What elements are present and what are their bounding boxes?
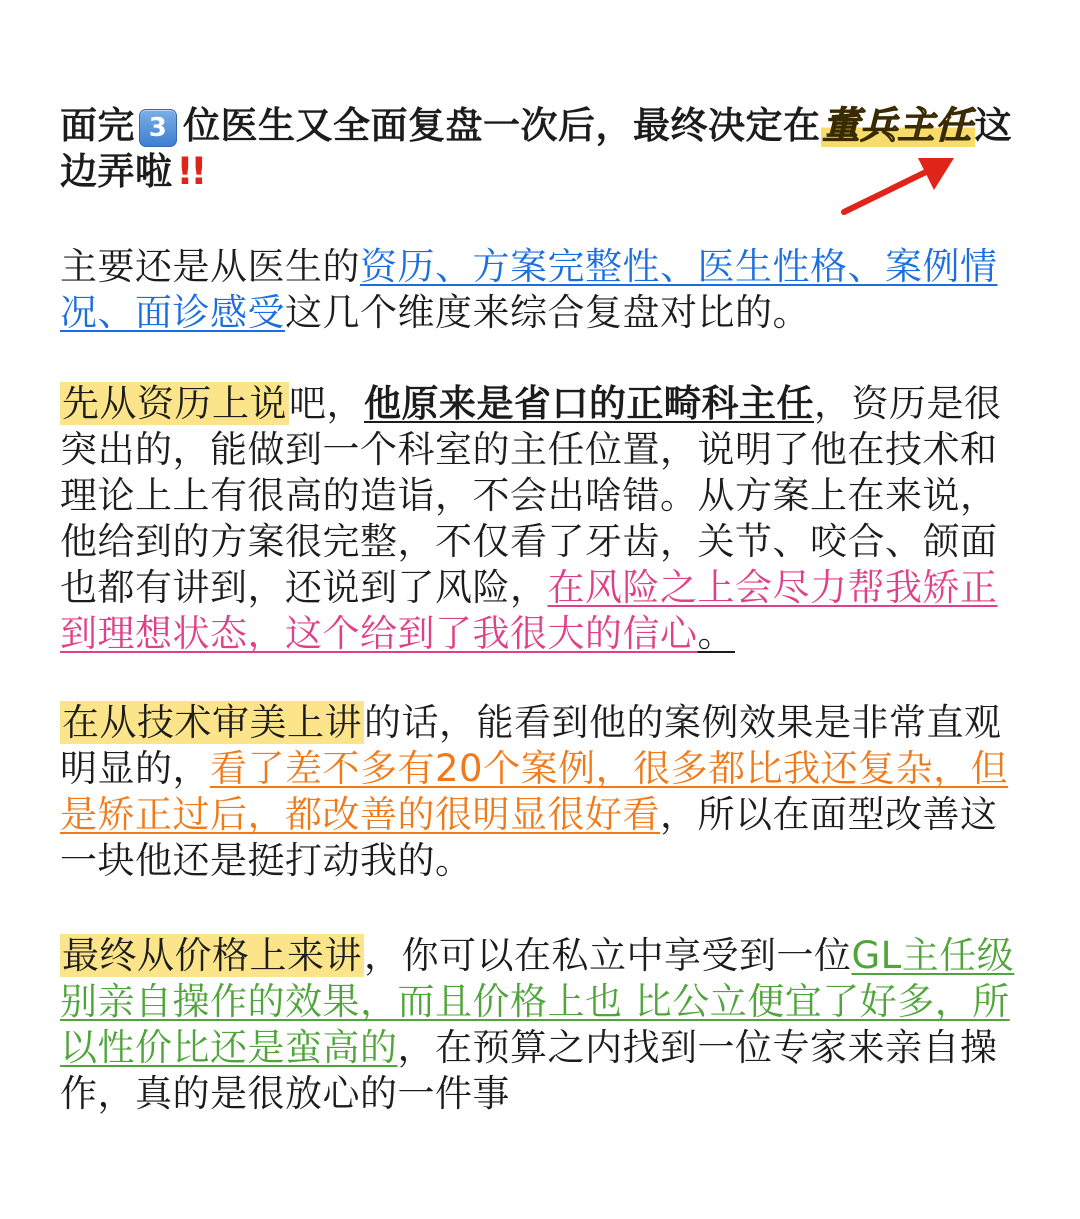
- p1-intro: 主要还是从医生的: [60, 245, 360, 288]
- p4-text-2: ，在预算之内找到一位专家来亲自操作，真的是很放心的一件事: [60, 1026, 998, 1115]
- aesthetics-heading: 在从技术审美上讲: [62, 701, 362, 744]
- p2-end: 。: [697, 612, 735, 655]
- p1-outro: 这几个维度来综合复盘对比的。: [285, 291, 810, 334]
- keycap-three-icon: 3: [139, 109, 177, 147]
- paragraph-qualifications: [60, 381, 1022, 657]
- title-text-2: 位医生又全面复盘一次后，最终决定在: [183, 104, 821, 147]
- price-heading: 最终从价格上来讲: [62, 934, 362, 977]
- title-text-1: 面完: [60, 104, 135, 147]
- paragraph-aesthetics: [60, 700, 1022, 884]
- former-director-emphasis: 他原来是省口的正畸科主任: [364, 382, 814, 425]
- p2-text-1: 吧，: [289, 382, 364, 425]
- title-text-3: 这边弄啦: [60, 104, 1012, 193]
- red-arrow-icon: [838, 150, 958, 220]
- p3-text-2: ，所以在面型改善这一块他还是挺打动我的。: [60, 793, 998, 882]
- p4-text-1: ，你可以在私立中享受到一位: [364, 934, 852, 977]
- p3-text-1: 的话，能看到他的案例效果是非常直观明显的，: [60, 701, 1002, 790]
- doctor-name-highlight: 董兵主任: [822, 104, 973, 147]
- paragraph-dimensions: [60, 244, 1022, 336]
- cases-emphasis: 看了差不多有20个案例，很多都比我还复杂，但是矫正过后，都改善的很明显很好看: [60, 747, 1009, 836]
- dimensions-underlined: 资历、方案完整性、医生性格、案例情况、面诊感受: [60, 245, 998, 334]
- p2-text-2: ，资历是很突出的，能做到一个科室的主任位置，说明了他在技术和理论上上有很高的造诣，不会出啥错。从方案上在来说，他给到的方案很完整，不仅看了牙齿，关节、咬合、颌面也都有讲到，还说到了风险，: [60, 382, 1002, 609]
- confidence-emphasis: 在风险之上会尽力帮我矫正到理想状态，这个给到了我很大的信心: [60, 566, 998, 655]
- paragraph-price: [60, 933, 1022, 1117]
- value-emphasis: GL主任级别亲自操作的效果，而且价格上也 比公立便宜了好多，所以性价比还是蛮高的: [60, 934, 1015, 1069]
- qualifications-heading: 先从资历上说: [62, 382, 287, 425]
- double-exclamation-icon: !!: [176, 150, 205, 193]
